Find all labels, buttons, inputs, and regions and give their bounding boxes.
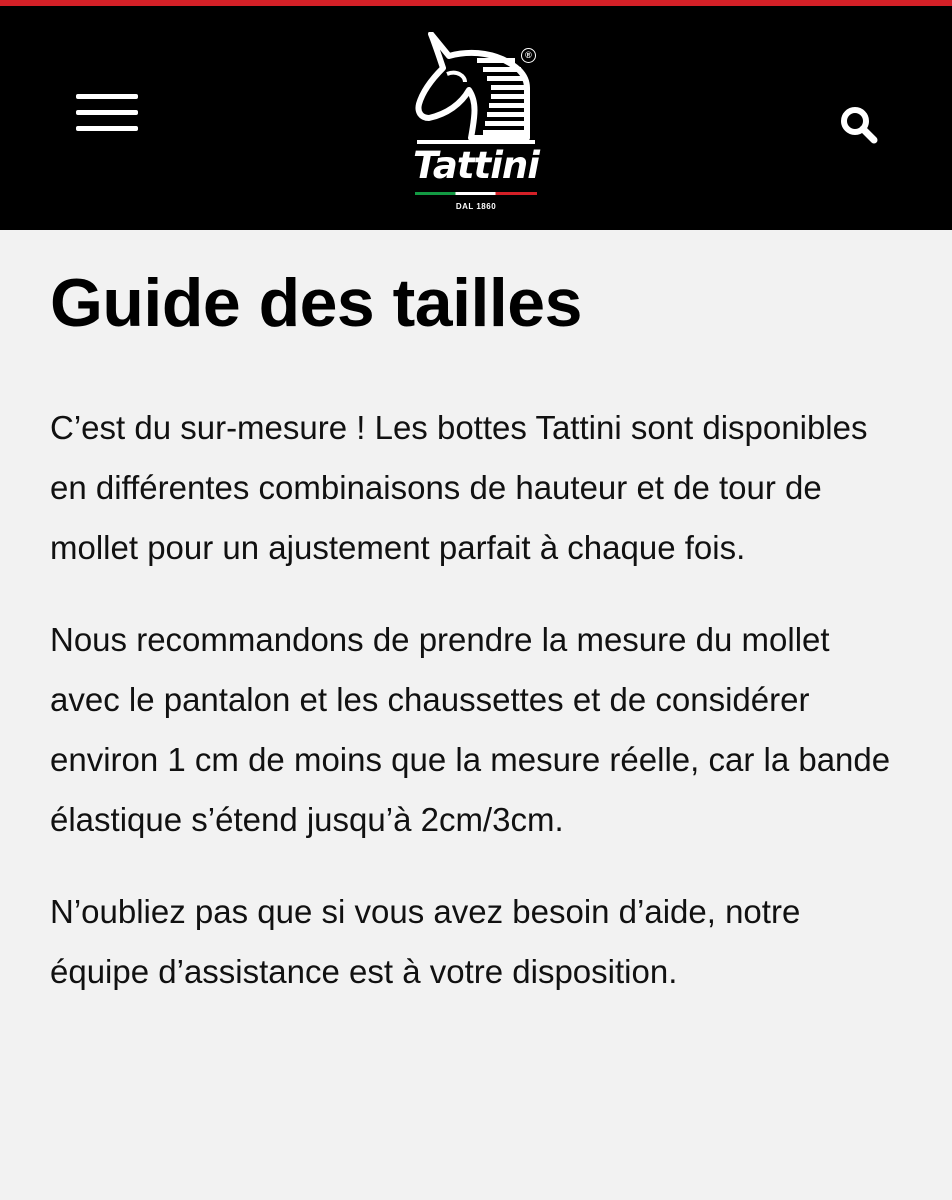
italian-flag-line: [415, 192, 537, 195]
registered-mark: ®: [521, 48, 536, 63]
hamburger-menu-icon[interactable]: [76, 94, 138, 138]
main-content: [0, 230, 952, 1002]
menu-bar: [76, 94, 138, 99]
brand-since: DAL 1860: [455, 202, 497, 211]
horse-head-icon: [413, 32, 539, 144]
site-header: [0, 6, 952, 230]
brand-name: Tattini: [413, 144, 539, 187]
support-paragraph: N’oubliez pas que si vous avez besoin d’aide, notre équipe d’assistance est à votre disposition.: [50, 893, 801, 990]
page-title: Guide des tailles: [50, 265, 582, 341]
recommendation-paragraph: Nous recommandons de prendre la mesure du mollet avec le pantalon et les chaussettes et de considérer environ 1 cm de moins que la mesure réelle, car la bande élastique s’étend jusqu’à 2cm/3cm.: [50, 621, 891, 838]
search-icon[interactable]: [838, 104, 880, 146]
menu-bar: [76, 110, 138, 115]
brand-logo[interactable]: [405, 32, 547, 222]
search-icon-graphic: [838, 104, 880, 146]
intro-paragraph: C’est du sur-mesure ! Les bottes Tattini sont disponibles en différentes combinaisons de hauteur et de tour de mollet pour un ajustement parfait à chaque fois.: [50, 409, 868, 566]
menu-bar: [76, 126, 138, 131]
